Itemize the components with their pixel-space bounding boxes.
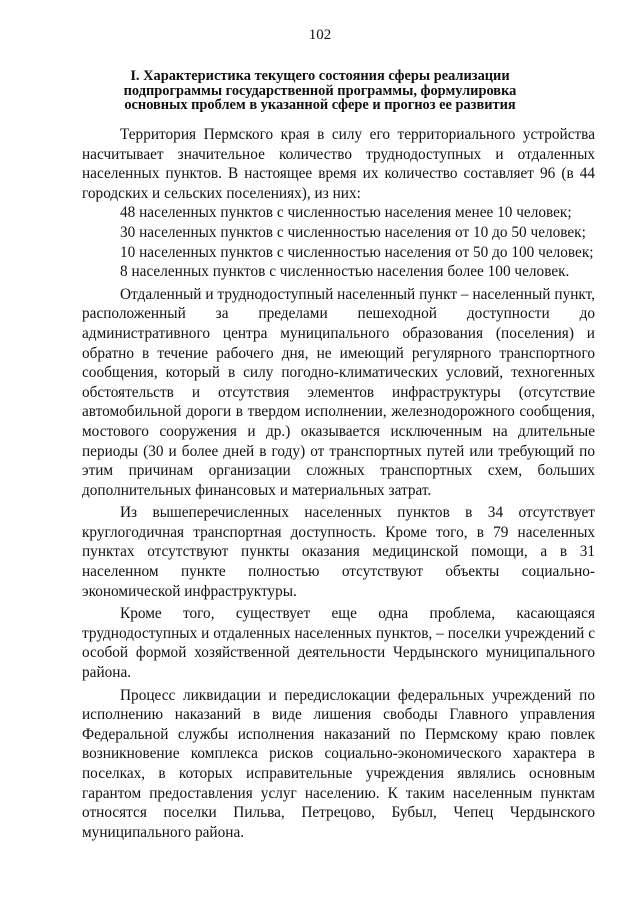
paragraph-problem: Кроме того, существует еще одна проблема, касающаяся труднодоступных и отдаленных населенных пунктов, – поселки учреждений с особой формой хозяйственной деятельности Чердынского муниципального района. [82, 605, 595, 682]
paragraph-liquidation: Процесс ликвидации и передислокации федеральных учреждений по исполнению наказаний в виде лишения свободы Главного управления Федеральной службы исполнения наказаний по Пермскому краю повлек возникновение комплекса рисков социально-экономического характера в поселках, в которых исправительные учреждения являлись основным гарантом предоставления услуг населению. К таким населенным пунктам относятся поселки Пильва, Петрецово, Бубыл, Чепец Чердынского муниципального района. [82, 686, 595, 841]
paragraph-territory: Территория Пермского края в силу его территориального устройства насчитывает значительное количество труднодоступных и отдаленных населенных пунктов. В настоящее время их количество составляет 96 (в 44 городских и сельских поселениях), из них: [82, 126, 595, 202]
paragraph-statistics: Из вышеперечисленных населенных пунктов в 34 отсутствует круглогодичная транспортная доступность. Кроме того, в 79 населенных пунктах отсутствуют пункты оказания медицинской помощи, а в 31 населенном пункте полностью отсутствуют объекты социально-экономической инфраструктуры. [82, 504, 595, 600]
section-title: I. Характеристика текущего состояния сферы реализации подпрограммы государственной программы, формулировка основных проблем в указанной сфере и прогноз ее развития [123, 68, 517, 113]
paragraph-definition: Отдаленный и труднодоступный населенный пункт – населенный пункт, расположенный за пределами пешеходной доступности до административного центра муниципального образования (поселения) и обратно в течение рабочего дня, не имеющий регулярного транспортного сообщения, который в силу погодно-климатических условий, техногенных обстоятельств и отсутствия элементов инфраструктуры (отсутствие автомобильной дороги в твердом исполнении, железнодорожного сообщения, мостового сооружения и др.) оказывается исключенным на длительные периоды (30 и более дней в году) от транспортных путей или требующий по этим причинам организации сложных транспортных схем, больших дополнительных финансовых и материальных затрат. [82, 285, 595, 499]
list-item: 30 населенных пунктов с численностью населения от 10 до 50 человек; [120, 223, 586, 241]
list-item: 8 населенных пунктов с численностью населения более 100 человек. [120, 263, 570, 281]
list-item: 48 населенных пунктов с численностью населения менее 10 человек; [120, 204, 572, 222]
list-item: 10 населенных пунктов с численностью населения от 50 до 100 человек; [120, 243, 594, 261]
document-body [82, 125, 595, 842]
page-number: 102 [308, 27, 332, 43]
